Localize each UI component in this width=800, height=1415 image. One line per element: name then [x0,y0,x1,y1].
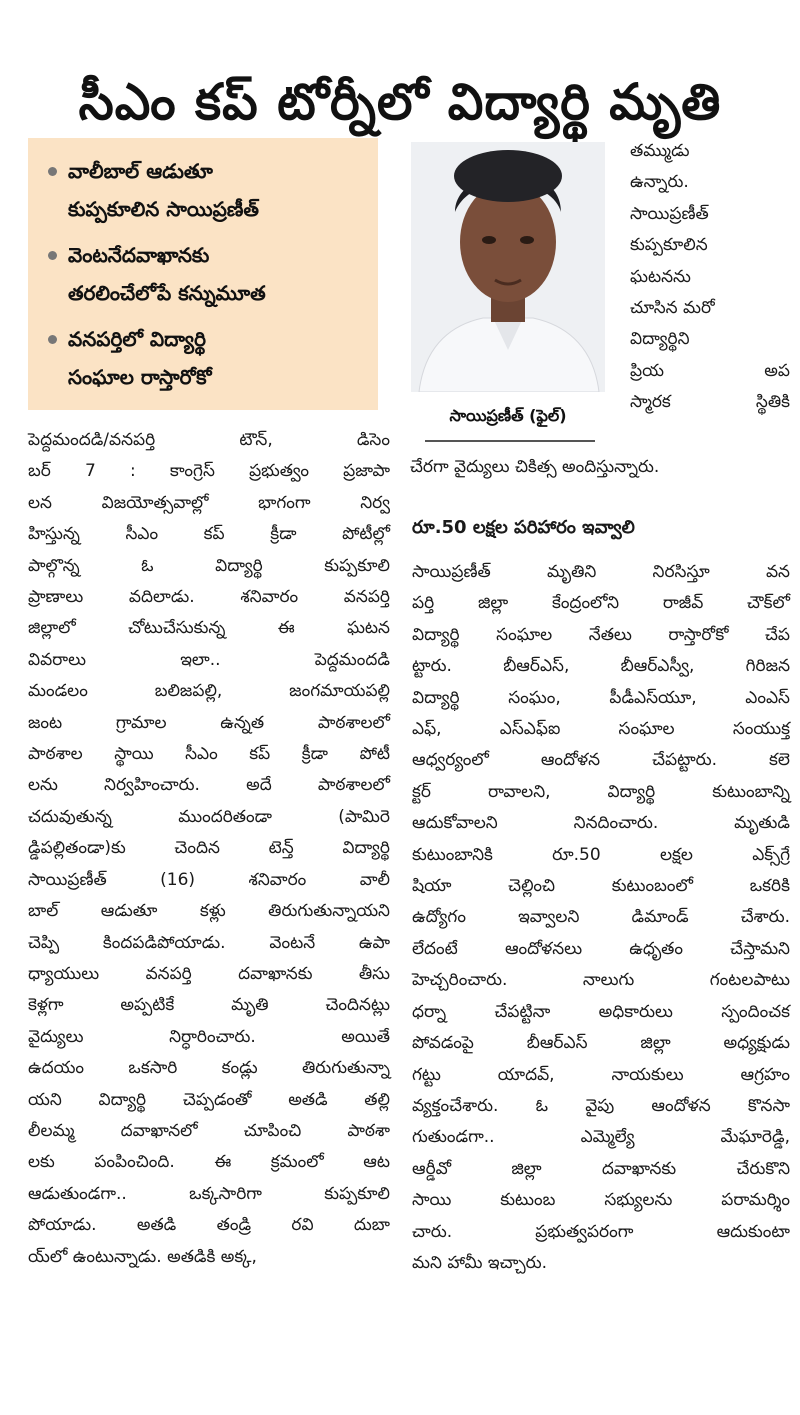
left-column-line: పెద్దమందడి/వనపర్తి టౌన్, డిసెం [28,430,390,450]
left-column-line: డ్డిపల్లితండా)కు చెందిన టెన్త్ విద్యార్థి [28,838,390,859]
student-photo [411,142,605,392]
right-column [412,557,790,1279]
right-column-line: సాయిప్రణీత్ మృతిని నిరసిస్తూ వన [412,562,790,582]
caption-underline [425,440,595,442]
right-column-line: వ్యక్తంచేశారు. ఓ వైపు ఆందోళన కొనసా [412,1095,790,1116]
highlight-text: వనపర్తిలో విద్యార్థి [68,327,206,351]
left-column-line: ప్రాణాలు వదిలాడు. శనివారం వనపర్తి [28,587,390,608]
highlight-text: వాలీబాల్ ఆడుతూ [68,159,213,183]
right-column-line: లేదంటే ఆందోళనలు ఉధృతం చేస్తామని [412,938,790,959]
left-column-line: చెప్పి కిందపడిపోయాడు. వెంటనే ఉపా [28,932,390,953]
highlights-box [28,138,378,410]
highlight-item [46,152,368,228]
left-column-line: పాల్గొన్న ఓ విద్యార్థి కుప్పకూలి [28,555,390,576]
left-column-line: హిస్తున్న సీఎం కప్ క్రీడా పోటీల్లో [28,524,390,545]
left-column-line: బర్ 7 : కాంగ్రెస్ ప్రభుత్వం ప్రజాపా [28,461,390,482]
left-column-line: జిల్లాలో చోటుచేసుకున్న ఈ ఘటన [28,618,390,639]
highlight-line [46,274,368,312]
left-column-line: ఉదయం ఒకసారి కండ్లు తిరుగుతున్నా [28,1058,390,1079]
right-column-line: చారు. ప్రభుత్వపరంగా ఆదుకుంటా [412,1221,790,1242]
highlight-line [46,236,368,274]
right-column-line: ఆర్డీవో జిల్లా దవాఖానకు చేరుకొని [412,1158,790,1179]
right-column-line: మని హామీ ఇచ్చారు. [412,1252,548,1273]
right-column-line: గుతుండగా.. ఎమ్మెల్యే మేఘారెడ్డి, [412,1127,790,1148]
left-column [28,425,390,1273]
highlight-text: సంఘాల రాస్తారోకో [68,365,212,389]
bullet-icon [48,335,57,344]
right-column-line: క్టర్ రావాలని, విద్యార్థి కుటుంబాన్ని [412,781,790,802]
right-column-line: ఉద్యోగం ఇవ్వాలని డిమాండ్ చేశారు. [412,907,790,928]
right-column-line: ఆధ్వర్యంలో ఆందోళన చేపట్టారు. కలె [412,750,790,771]
narrow-column-line: ఘటనను [630,266,691,287]
bullet-icon [48,167,57,176]
narrow-column-line: విద్యార్థిని [630,329,690,350]
left-column-line: లన విజయోత్సవాల్లో భాగంగా నిర్వ [28,492,390,513]
left-column-line: సాయిప్రణీత్ (16) శనివారం వాలీ [28,869,390,890]
narrow-column-line: ప్రియ అప [630,360,790,381]
left-column-line: యని విద్యార్థి చెప్పడంతో అతడి తల్లి [28,1089,390,1110]
right-column-line: ట్టారు. బీఆర్ఎస్, బీఆర్ఎస్వీ, గిరిజన [412,656,790,677]
right-column-line: ధర్నా చేపట్టినా అధికారులు స్పందించక [412,1001,790,1022]
highlight-line [46,152,368,190]
narrow-column-line: ఉన్నారు. [630,172,689,193]
right-column-line: షియా చెల్లించి కుటుంబంలో ఒకరికి [412,876,790,897]
left-column-line: ఆడుతుండగా.. ఒక్కసారిగా కుప్పకూలి [28,1183,390,1204]
highlight-line [46,320,368,358]
photo-caption: సాయిప్రణీత్ (ఫైల్) [449,406,567,425]
narrow-column-line: చూసిన మరో [630,298,715,319]
narrow-column [630,136,790,419]
left-column-line: లను నిర్వహించారు. అదే పాఠశాలలో [28,775,390,796]
right-column-line: పర్తి జిల్లా కేంద్రంలోని రాజీవ్ చౌక్‌లో [412,593,790,614]
highlight-item [46,320,368,396]
left-column-line: మండలం బలిజపల్లి, జంగమాయపల్లి [28,681,390,702]
highlight-text: తరలించేలోపే కన్నుమూత [68,281,266,305]
subheading: రూ.50 లక్షల పరిహారం ఇవ్వాలి [412,517,635,538]
left-column-line: లకు పంపించింది. ఈ క్రమంలో ఆట [28,1152,390,1173]
left-column-line: వివరాలు ఇలా.. పెద్దమందడి [28,649,390,670]
highlight-text: కుప్పకూలిన సాయిప్రణీత్ [68,197,259,221]
right-column-line: ఎఫ్, ఎస్ఎఫ్ఐ సంఘాల సంయుక్త [412,719,790,740]
left-column-line: లీలమ్మ దవాఖానలో చూపించి పాఠశా [28,1120,390,1141]
left-column-line: ధ్యాయులు వనపర్తి దవాఖానకు తీసు [28,963,390,984]
headline: సీఎం కప్ టోర్నీలో విద్యార్థి మృతి [78,72,722,131]
bullet-icon [48,251,57,260]
right-column-line: కుటుంబానికి రూ.50 లక్షల ఎక్స్‌గ్రే [412,844,790,865]
left-column-line: వైద్యులు నిర్ధారించారు. అయితే [28,1026,390,1047]
narrow-column-line: కుప్పకూలిన [630,235,708,256]
right-column-line: గట్టు యాదవ్, నాయకులు ఆగ్రహం [412,1064,790,1085]
highlight-item [46,236,368,312]
right-column-line: సాయి కుటుంబ సభ్యులను పరామర్శిం [412,1190,790,1211]
left-column-line: జంట గ్రామాల ఉన్నత పాఠశాలలో [28,712,390,733]
right-column-line: విద్యార్థి సంఘాల నేతలు రాస్తారోకో చేప [412,624,790,645]
highlight-line [46,190,368,228]
narrow-column-line: సాయిప్రణీత్ [630,203,709,224]
highlight-text: వెంటనేదవాఖానకు [68,243,210,267]
continuation-line: చేరగా వైద్యులు చికిత్స అందిస్తున్నారు. [410,457,660,477]
portrait-illustration [411,142,605,392]
left-column-line: పాఠశాల స్థాయి సీఎం కప్ క్రీడా పోటీ [28,744,390,765]
left-column-line: పోయాడు. అతడి తండ్రి రవి దుబా [28,1215,390,1236]
right-column-line: విద్యార్థి సంఘం, పీడీఎస్‌యూ, ఎంఎస్ [412,687,790,708]
right-column-line: ఆదుకోవాలని నినదించారు. మృతుడి [412,813,790,834]
left-column-line: చదువుతున్న ముందరితండా (పామిరె [28,806,390,827]
left-column-line: బాల్ ఆడుతూ కళ్లు తిరుగుతున్నాయని [28,901,390,922]
narrow-column-line: స్మారక స్థితికి [630,392,790,413]
left-column-line: య్‌లో ఉంటున్నాడు. అతడికి అక్క, [28,1246,257,1267]
highlight-line [46,358,368,396]
right-column-line: పోవడంపై బీఆర్ఎస్ జిల్లా అధ్యక్షుడు [412,1033,790,1054]
left-column-line: కెళ్లగా అప్పటికే మృతి చెందినట్లు [28,995,390,1016]
narrow-column-line: తమ్ముడు [630,141,690,161]
right-column-line: హెచ్చరించారు. నాలుగు గంటలపాటు [412,970,790,991]
